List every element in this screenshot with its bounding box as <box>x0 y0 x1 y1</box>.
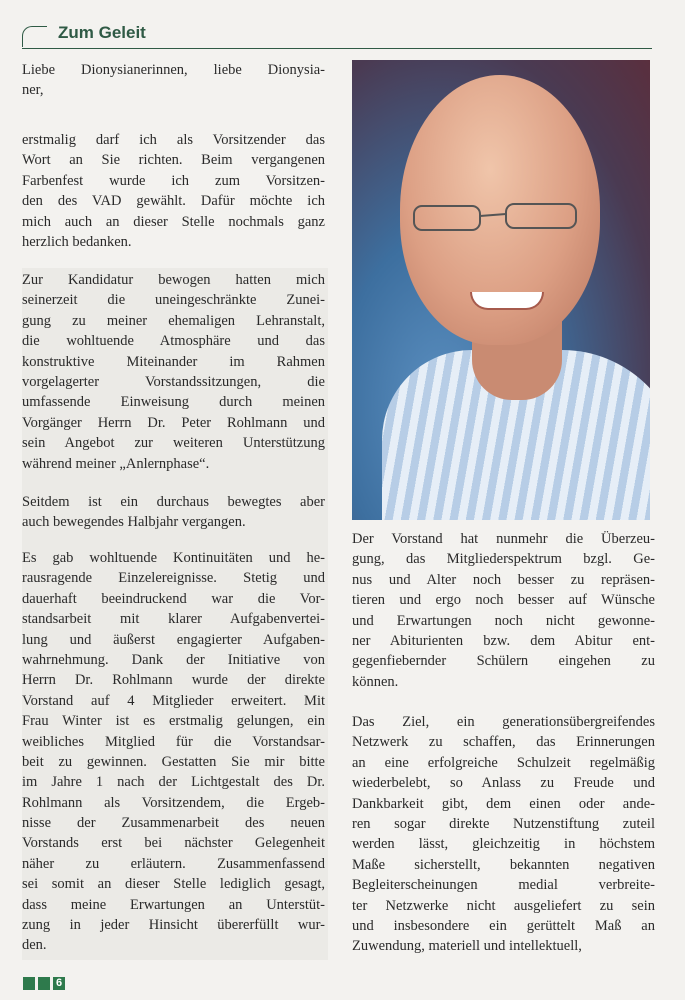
text-line: sein Angebot zur weiteren Unterstützung <box>22 435 325 452</box>
page-marker-square <box>38 977 50 990</box>
photo-smile <box>470 292 544 310</box>
text-line: nus und Alter noch besser zu repräsen- <box>352 571 655 588</box>
text-line: während meiner „Anlernphase“. <box>22 455 210 472</box>
paragraph <box>22 492 325 533</box>
text-line: Netzwerk zu schaffen, das Erinnerungen <box>352 734 655 751</box>
text-line: auch bewegendes Halbjahr vergangen. <box>22 514 246 531</box>
paragraph <box>22 270 325 474</box>
text-line: standsarbeit mit klarer Aufgabenvertei- <box>22 611 325 628</box>
text-line: Dankbarkeit gibt, dem einen oder ande- <box>352 795 655 812</box>
text-line: dauerhaft beeindruckend war die Vor- <box>22 590 325 607</box>
text-line: Vorstands erst bei nächster Gelegenheit <box>22 835 325 852</box>
text-line: ner, <box>22 82 44 99</box>
text-line: gung, das Mitgliederspektrum bzgl. Ge- <box>352 551 655 568</box>
section-title: Zum Geleit <box>58 23 146 42</box>
text-line: Es gab wohltuende Kontinuitäten und he- <box>22 550 325 566</box>
text-line: zung in jeder Hinsicht übererfüllt wur- <box>22 917 325 934</box>
text-line: Herrn Dr. Rohlmann wurde der direkte <box>22 672 325 689</box>
text-line: Zur Kandidatur bewogen hatten mich <box>22 272 325 288</box>
text-line: tieren und ergo noch besser auf Wünsche <box>352 592 655 609</box>
text-line: Wort an Sie richten. Beim vergangenen <box>22 152 325 169</box>
text-line: konstruktive Miteinander im Rahmen <box>22 353 325 370</box>
photo-glasses <box>410 200 586 236</box>
text-line: ner Abiturienten bzw. dem Abitur ent- <box>352 632 655 649</box>
text-line: im Jahre 1 nach der Lichtgestalt des Dr. <box>22 774 325 791</box>
paragraph <box>22 130 325 252</box>
text-line: Zuwendung, materiell und intellektuell, <box>352 938 582 955</box>
text-line: erstmalig darf ich als Vorsitzender das <box>22 132 325 148</box>
paragraph <box>352 712 655 957</box>
paragraph <box>352 529 655 692</box>
text-line: Farbenfest wurde ich zum Vorsitzen- <box>22 172 325 189</box>
portrait-photo <box>352 60 650 520</box>
text-line: ter Netzwerke nicht ausgeliefert zu sein <box>352 897 655 914</box>
text-line: Vorgänger Herrn Dr. Peter Rohlmann und <box>22 414 325 431</box>
text-line: an eine erfolgreiche Schulzeit regelmäßig <box>352 754 655 771</box>
text-line: Seitdem ist ein durchaus bewegtes aber <box>22 494 325 510</box>
text-line: umfassende Einweisung durch meinen <box>22 394 325 411</box>
text-line: sei somit an dieser Stelle lediglich gesagt, <box>22 876 325 893</box>
text-line: beit zu gewinnen. Gestatten Sie mir bitte <box>22 753 325 770</box>
text-line: Das Ziel, ein generationsübergreifendes <box>352 714 655 730</box>
text-line: wiederbelebt, so Anlass zu Freude und <box>352 775 655 792</box>
section-header <box>22 22 652 49</box>
text-line: dass meine Erwartungen an Unterstüt- <box>22 896 325 913</box>
text-line: wahrnehmung. Dank der Initiative von <box>22 651 325 668</box>
text-line: ren sogar direkte Nutzenstiftung zuteil <box>352 815 655 832</box>
text-line: Maße sicherstellt, bekannten negativen <box>352 856 655 873</box>
text-line: Vorstand auf 4 Mitglieder erweitert. Mit <box>22 692 325 709</box>
text-line: gung zu meiner ehemaligen Lehranstalt, <box>22 312 325 329</box>
text-line: werden lässt, gleichzeitig in höchstem <box>352 836 655 853</box>
text-line: weibliches Mitglied für die Vorstandsar- <box>22 733 325 750</box>
text-line: den. <box>22 937 47 954</box>
text-line: näher zu erläutern. Zusammenfassend <box>22 855 325 872</box>
text-line: Begleiterscheinungen medial verbreite- <box>352 877 655 894</box>
page-number: 6 <box>53 977 65 990</box>
text-line: Der Vorstand hat nunmehr die Überzeu- <box>352 531 655 547</box>
page-number-marker <box>23 977 65 990</box>
header-bracket-ornament <box>22 26 47 47</box>
text-line: können. <box>352 673 399 690</box>
page-marker-square <box>23 977 35 990</box>
text-line: und Erwartungen noch nicht gewonne- <box>352 612 655 629</box>
text-line: herzlich bedanken. <box>22 233 132 250</box>
paragraph <box>22 548 325 956</box>
text-line: nisse der Zusammenarbeit des neuen <box>22 815 325 832</box>
text-line: Rohlmann als Vorsitzendem, die Ergeb- <box>22 794 325 811</box>
text-line: Frau Winter ist es erstmalig gelungen, ein <box>22 713 325 730</box>
text-line: die wohltuende Atmosphäre und das <box>22 333 325 350</box>
text-line: vorgelagerter Vorstandssitzungen, die <box>22 373 325 390</box>
text-line: lung und äußerst engagierter Aufgaben- <box>22 631 325 648</box>
text-line: und insbesondere ein gerüttelt Maß an <box>352 917 655 934</box>
text-line: rausragende Einzelereignisse. Stetig und <box>22 570 325 587</box>
text-line: seinerzeit die uneingeschränkte Zunei- <box>22 292 325 309</box>
text-line: Liebe Dionysianerinnen, liebe Dionysia- <box>22 62 325 78</box>
text-line: mich auch an dieser Stelle nochmals ganz <box>22 213 325 230</box>
paragraph <box>22 60 325 101</box>
text-line: den des VAD gewählt. Dafür möchte ich <box>22 193 325 210</box>
text-line: gegenfiebernder Schülern eingehen zu <box>352 653 655 670</box>
